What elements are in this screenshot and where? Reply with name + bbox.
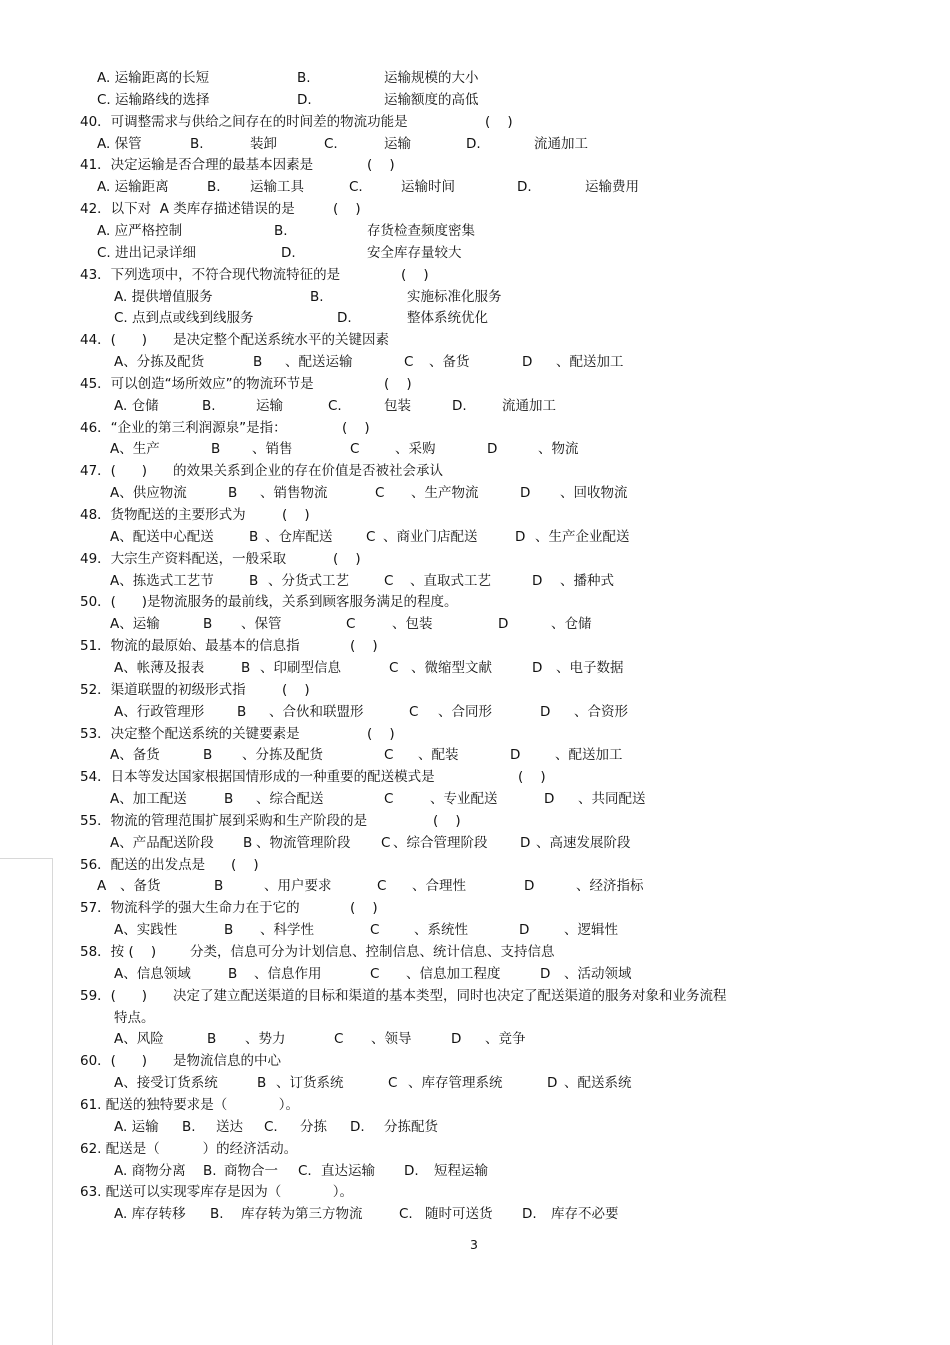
text-segment: 分类，信息可分为计划信息、控制信息、统计信息、支持信息 (190, 944, 555, 960)
text-segment: 、合资形 (574, 703, 628, 720)
text-segment: 、销售物流 (260, 485, 328, 502)
text-segment: 、合伙和联盟形 (269, 703, 364, 720)
text-segment: 、配装 (418, 747, 459, 764)
text-segment: D. (404, 1162, 419, 1179)
text-segment: D. (452, 397, 467, 414)
text-segment: 是决定整个配送系统水平的关键因素 (173, 332, 389, 349)
text-segment: 、逻辑性 (564, 922, 618, 939)
text-line (0, 899, 950, 917)
text-segment: B. (182, 1118, 196, 1135)
text-segment: D. (466, 135, 481, 152)
text-segment: 商物合一 (224, 1162, 278, 1179)
text-segment: ( ) (231, 856, 259, 873)
text-segment: 、专业配送 (430, 791, 498, 808)
text-line (0, 309, 950, 327)
text-segment: A、加工配送 (110, 791, 187, 808)
text-segment: 是物流服务的最前线，关系到顾客服务满足的程度。 (147, 594, 458, 611)
text-segment: D (540, 703, 551, 720)
text-segment: ( ) (518, 769, 546, 786)
text-segment: 、配送加工 (555, 747, 623, 764)
text-segment: B. (210, 1206, 224, 1223)
text-segment: 51．物流的最原始、最基本的信息指 (80, 638, 300, 655)
text-segment: 送达 (216, 1118, 243, 1135)
text-line (0, 397, 950, 415)
text-segment: 分拣 (300, 1118, 327, 1135)
text-segment: 、领导 (371, 1031, 412, 1048)
text-segment: C (350, 441, 360, 458)
text-line (0, 1052, 950, 1070)
text-segment: 库存不必要 (551, 1206, 619, 1223)
text-segment: C (384, 791, 394, 808)
text-segment: 40．可调整需求与供给之间存在的时间差的物流功能是 (80, 113, 408, 130)
text-segment: C. 点到点或线到线服务 (114, 310, 254, 327)
text-segment: B (203, 616, 213, 633)
text-segment: 包装 (384, 397, 411, 414)
text-segment: 运输额度的高低 (384, 91, 479, 108)
text-segment: 57．物流科学的强大生命力在于它的 (80, 900, 300, 917)
text-segment: 56．配送的出发点是 (80, 856, 206, 873)
text-segment: D (532, 572, 543, 589)
text-segment: B (211, 441, 221, 458)
text-segment: A、配送中心配送 (110, 528, 214, 545)
text-segment: C. (328, 397, 342, 414)
text-segment: ( ) (282, 507, 310, 523)
text-line (0, 528, 950, 546)
text-segment: B (224, 791, 234, 808)
text-line (0, 615, 950, 633)
text-segment: 59．( ) (80, 987, 147, 1004)
text-segment: 、备货 (429, 354, 470, 371)
text-segment: C (389, 659, 399, 676)
text-segment: 48．货物配送的主要形式为 (80, 507, 246, 523)
text-segment: B. (207, 179, 221, 196)
text-segment: C (409, 703, 419, 720)
text-segment: D (498, 616, 509, 633)
text-segment: A. 仓储 (114, 397, 159, 414)
text-segment: 、印刷型信息 (260, 659, 341, 676)
text-segment: 、直取式工艺 (410, 572, 491, 589)
text-line (0, 1140, 950, 1158)
text-segment: B (228, 965, 238, 982)
text-segment: 47．( ) (80, 463, 147, 480)
text-line (0, 1074, 950, 1092)
text-segment: 、物流管理阶段 (256, 834, 351, 851)
text-segment: 、配送加工 (556, 354, 624, 371)
text-segment: 装卸 (250, 135, 277, 152)
text-segment: D. (297, 91, 312, 108)
text-segment: C. (324, 135, 338, 152)
text-segment: B. (203, 1162, 217, 1179)
text-segment: 、分拣及配货 (242, 747, 323, 764)
text-segment: D. (350, 1118, 365, 1135)
text-segment: 存货检查频度密集 (367, 222, 475, 239)
text-line (0, 681, 950, 699)
text-segment: A. 应严格控制 (97, 222, 183, 239)
text-segment: 、仓储 (551, 616, 592, 633)
text-line (0, 440, 950, 458)
text-line (0, 965, 950, 983)
text-segment: 实施标准化服务 (407, 288, 502, 305)
text-line (0, 1183, 950, 1201)
page-number: 3 (470, 1237, 478, 1252)
text-segment: A、供应物流 (110, 485, 187, 502)
text-segment: 、系统性 (414, 922, 468, 939)
text-line (0, 419, 950, 437)
text-segment: 库存转为第三方物流 (241, 1206, 363, 1223)
text-segment: 58．按 ( ) (80, 944, 157, 960)
text-segment: B (243, 834, 253, 851)
text-segment: 运输费用 (585, 179, 639, 196)
text-segment: 运输 (256, 397, 283, 414)
text-segment: D (532, 659, 543, 676)
text-segment: 60．( ) (80, 1053, 147, 1070)
text-segment: 整体系统优化 (407, 310, 488, 327)
text-segment: A、帐薄及报表 (114, 659, 205, 676)
text-segment: B (249, 528, 259, 545)
text-line (0, 484, 950, 502)
text-segment: C (404, 354, 414, 371)
text-segment: D (547, 1075, 558, 1092)
text-segment: A、生产 (110, 441, 160, 458)
text-segment: 、采购 (395, 441, 436, 458)
text-segment: 43．下列选项中，不符合现代物流特征的是 (80, 266, 341, 283)
text-line (0, 856, 950, 874)
text-segment: D (524, 878, 535, 895)
text-segment: C (384, 572, 394, 589)
text-segment: 流通加工 (534, 135, 588, 152)
text-segment: A、信息领域 (114, 965, 191, 982)
text-segment: B (253, 354, 263, 371)
text-segment: B (241, 659, 251, 676)
text-segment: ( ) (485, 113, 513, 130)
text-line (0, 375, 950, 393)
text-segment: 特点。 (114, 1009, 155, 1026)
text-segment: D (515, 528, 526, 545)
text-segment: D (544, 791, 555, 808)
text-line (0, 812, 950, 830)
text-segment: 、共同配送 (578, 791, 646, 808)
text-segment: 、生产企业配送 (535, 528, 630, 545)
text-line (0, 834, 950, 852)
text-segment: 61. 配送的独特要求是（ ）。 (80, 1096, 300, 1113)
text-segment: 44．( ) (80, 332, 147, 349)
text-segment: 、电子数据 (556, 659, 624, 676)
text-segment: 、仓库配送 (265, 528, 333, 545)
text-line (0, 1162, 950, 1180)
text-segment: 、信息加工程度 (406, 965, 501, 982)
text-segment: 直达运输 (321, 1162, 375, 1179)
text-segment: A、运输 (110, 616, 160, 633)
text-segment: 的效果关系到企业的存在价值是否被社会承认 (173, 463, 443, 480)
text-segment: C. 进出记录详细 (97, 244, 197, 261)
text-segment: 、合理性 (412, 878, 466, 895)
text-segment: C (346, 616, 356, 633)
text-segment: 、活动领域 (564, 965, 632, 982)
text-segment: 46．“企业的第三利润源泉”是指： (80, 419, 287, 436)
text-segment: 、高速发展阶段 (536, 834, 631, 851)
text-segment: C (375, 485, 385, 502)
text-segment: ( ) (342, 419, 370, 436)
text-segment: D. (337, 310, 352, 327)
text-segment: D (451, 1031, 462, 1048)
text-segment: B. (190, 135, 204, 152)
text-segment: D (519, 922, 530, 939)
text-segment: C (388, 1075, 398, 1092)
text-segment: B. (202, 397, 216, 414)
text-segment: C. (399, 1206, 413, 1223)
text-line (0, 1096, 950, 1114)
text-line (0, 462, 950, 480)
text-line (0, 1205, 950, 1223)
text-segment: 短程运输 (434, 1162, 488, 1179)
text-line (0, 987, 950, 1005)
text-segment: 50．( ) (80, 594, 147, 611)
text-segment: 、库存管理系统 (408, 1075, 503, 1092)
text-segment: 、势力 (245, 1031, 286, 1048)
text-segment: D (487, 441, 498, 458)
text-segment: A、分拣及配货 (114, 354, 205, 371)
text-segment: 决定了建立配送渠道的目标和渠道的基本类型，同时也决定了配送渠道的服务对象和业务流程 (173, 987, 727, 1004)
text-segment: A、风险 (114, 1031, 164, 1048)
text-segment: D (522, 354, 533, 371)
text-line (0, 222, 950, 240)
text-segment: C (334, 1031, 344, 1048)
text-line (0, 746, 950, 764)
text-segment: C (377, 878, 387, 895)
text-segment: C. 运输路线的选择 (97, 91, 210, 108)
text-line (0, 725, 950, 743)
text-segment: A. 保管 (97, 135, 142, 152)
text-line (0, 703, 950, 721)
text-line (0, 266, 950, 284)
text-segment: 随时可送货 (425, 1206, 493, 1223)
text-segment: ( ) (350, 638, 378, 655)
text-segment: D (520, 834, 531, 851)
text-segment: A、实践性 (114, 922, 178, 939)
text-line (0, 1118, 950, 1136)
text-line (0, 943, 950, 961)
text-segment: 52．渠道联盟的初级形式指 (80, 681, 246, 698)
text-segment: A、备货 (110, 747, 160, 764)
text-segment: A. 提供增值服务 (114, 288, 213, 305)
text-line (0, 288, 950, 306)
text-segment: 、播种式 (560, 572, 614, 589)
text-line (0, 91, 950, 109)
text-segment: ( ) (433, 812, 461, 829)
text-segment: C (381, 834, 391, 851)
text-line (0, 178, 950, 196)
text-segment: ( ) (282, 681, 310, 698)
text-line (0, 200, 950, 218)
text-segment: 、保管 (241, 616, 282, 633)
text-segment: 、合同形 (438, 703, 492, 720)
text-segment: 运输规模的大小 (384, 70, 479, 86)
text-segment: ( ) (401, 266, 429, 283)
text-line (0, 593, 950, 611)
text-segment: A. 运输 (114, 1118, 159, 1135)
text-segment: B (214, 878, 224, 895)
text-segment: 、竞争 (485, 1031, 526, 1048)
text-segment: A. 运输距离 (97, 179, 169, 196)
text-segment: 、分货式工艺 (268, 572, 349, 589)
text-segment: C (366, 528, 376, 545)
text-segment: 、科学性 (260, 922, 314, 939)
text-line (0, 69, 950, 87)
text-segment: B (203, 747, 213, 764)
text-line (0, 244, 950, 262)
text-segment: ( ) (367, 157, 395, 174)
text-segment: 、经济指标 (576, 878, 644, 895)
text-line (0, 135, 950, 153)
text-line (0, 353, 950, 371)
text-segment: 63. 配送可以实现零库存是因为（ ）。 (80, 1184, 354, 1201)
text-segment: C. (349, 179, 363, 196)
text-segment: 49．大宗生产资料配送，一般采取 (80, 550, 287, 567)
text-segment: A. 商物分离 (114, 1162, 186, 1179)
text-segment: B. (310, 288, 324, 305)
text-line (0, 1009, 950, 1027)
text-segment: 55．物流的管理范围扩展到采购和生产阶段的是 (80, 812, 368, 829)
text-segment: 、微缩型文献 (411, 659, 492, 676)
text-segment: B (207, 1031, 217, 1048)
text-segment: 62. 配送是（ ）的经济活动。 (80, 1140, 298, 1157)
text-segment: B. (274, 222, 288, 239)
text-segment: A、产品配送阶段 (110, 834, 214, 851)
text-line (0, 1030, 950, 1048)
text-segment: D (540, 965, 551, 982)
text-line (0, 550, 950, 568)
text-line (0, 506, 950, 524)
text-segment: B (228, 485, 238, 502)
text-segment: ( ) (333, 201, 361, 218)
text-segment: 45．可以创造“场所效应”的物流环节是 (80, 375, 314, 392)
text-segment: 、回收物流 (560, 485, 628, 502)
text-segment: C (384, 747, 394, 764)
text-segment: 、配送系统 (564, 1075, 632, 1092)
text-segment: 、信息作用 (254, 965, 322, 982)
text-line (0, 331, 950, 349)
text-segment: 流通加工 (502, 397, 556, 414)
text-segment: A、拣选式工艺节 (110, 572, 214, 589)
text-segment: A (97, 878, 107, 895)
text-segment: 、订货系统 (276, 1075, 344, 1092)
text-segment: C. (264, 1118, 278, 1135)
text-line (0, 659, 950, 677)
text-segment: 运输工具 (250, 179, 304, 196)
text-segment: 42．以下对 A 类库存描述错误的是 (80, 201, 295, 218)
text-line (0, 156, 950, 174)
text-segment: C. (298, 1162, 312, 1179)
text-segment: 、销售 (252, 441, 293, 458)
text-segment: 、综合管理阶段 (393, 834, 488, 851)
text-segment: 是物流信息的中心 (173, 1053, 281, 1070)
text-segment: 、商业门店配送 (383, 528, 478, 545)
text-line (0, 768, 950, 786)
text-segment: A. 运输距离的长短 (97, 70, 210, 86)
text-segment: C (370, 922, 380, 939)
text-segment: B (249, 572, 259, 589)
text-line (0, 790, 950, 808)
text-segment: 、用户要求 (264, 878, 332, 895)
text-segment: 、生产物流 (411, 485, 479, 502)
text-segment: ( ) (350, 900, 378, 917)
text-segment: 分拣配货 (384, 1118, 438, 1135)
text-segment: 、综合配送 (256, 791, 324, 808)
text-segment: 、包装 (392, 616, 433, 633)
text-line (0, 637, 950, 655)
text-segment: ( ) (367, 725, 395, 742)
text-segment: 、配送运输 (285, 354, 353, 371)
text-segment: 运输 (384, 135, 411, 152)
text-segment: 54．日本等发达国家根据国情形成的一种重要的配送模式是 (80, 769, 435, 786)
text-line (0, 921, 950, 939)
text-segment: B. (297, 70, 311, 86)
text-segment: A、接受订货系统 (114, 1075, 218, 1092)
text-segment: ( ) (333, 550, 361, 567)
text-segment: 运输时间 (401, 179, 455, 196)
text-segment: D (520, 485, 531, 502)
text-segment: D. (517, 179, 532, 196)
text-segment: D. (522, 1206, 537, 1223)
text-segment: A. 库存转移 (114, 1206, 186, 1223)
text-segment: D (510, 747, 521, 764)
text-segment: 53．决定整个配送系统的关键要素是 (80, 725, 300, 742)
text-segment: A、行政管理形 (114, 703, 205, 720)
text-segment: 、备货 (120, 878, 161, 895)
text-line (0, 877, 950, 895)
text-segment: C (370, 965, 380, 982)
text-line (0, 572, 950, 590)
text-segment: ( ) (384, 375, 412, 392)
text-line (0, 113, 950, 131)
text-segment: B (237, 703, 247, 720)
text-segment: B (224, 922, 234, 939)
text-segment: D. (281, 244, 296, 261)
text-segment: B (257, 1075, 267, 1092)
text-segment: 安全库存量较大 (367, 244, 462, 261)
text-segment: 41．决定运输是否合理的最基本因素是 (80, 157, 314, 174)
text-segment: 、物流 (538, 441, 579, 458)
